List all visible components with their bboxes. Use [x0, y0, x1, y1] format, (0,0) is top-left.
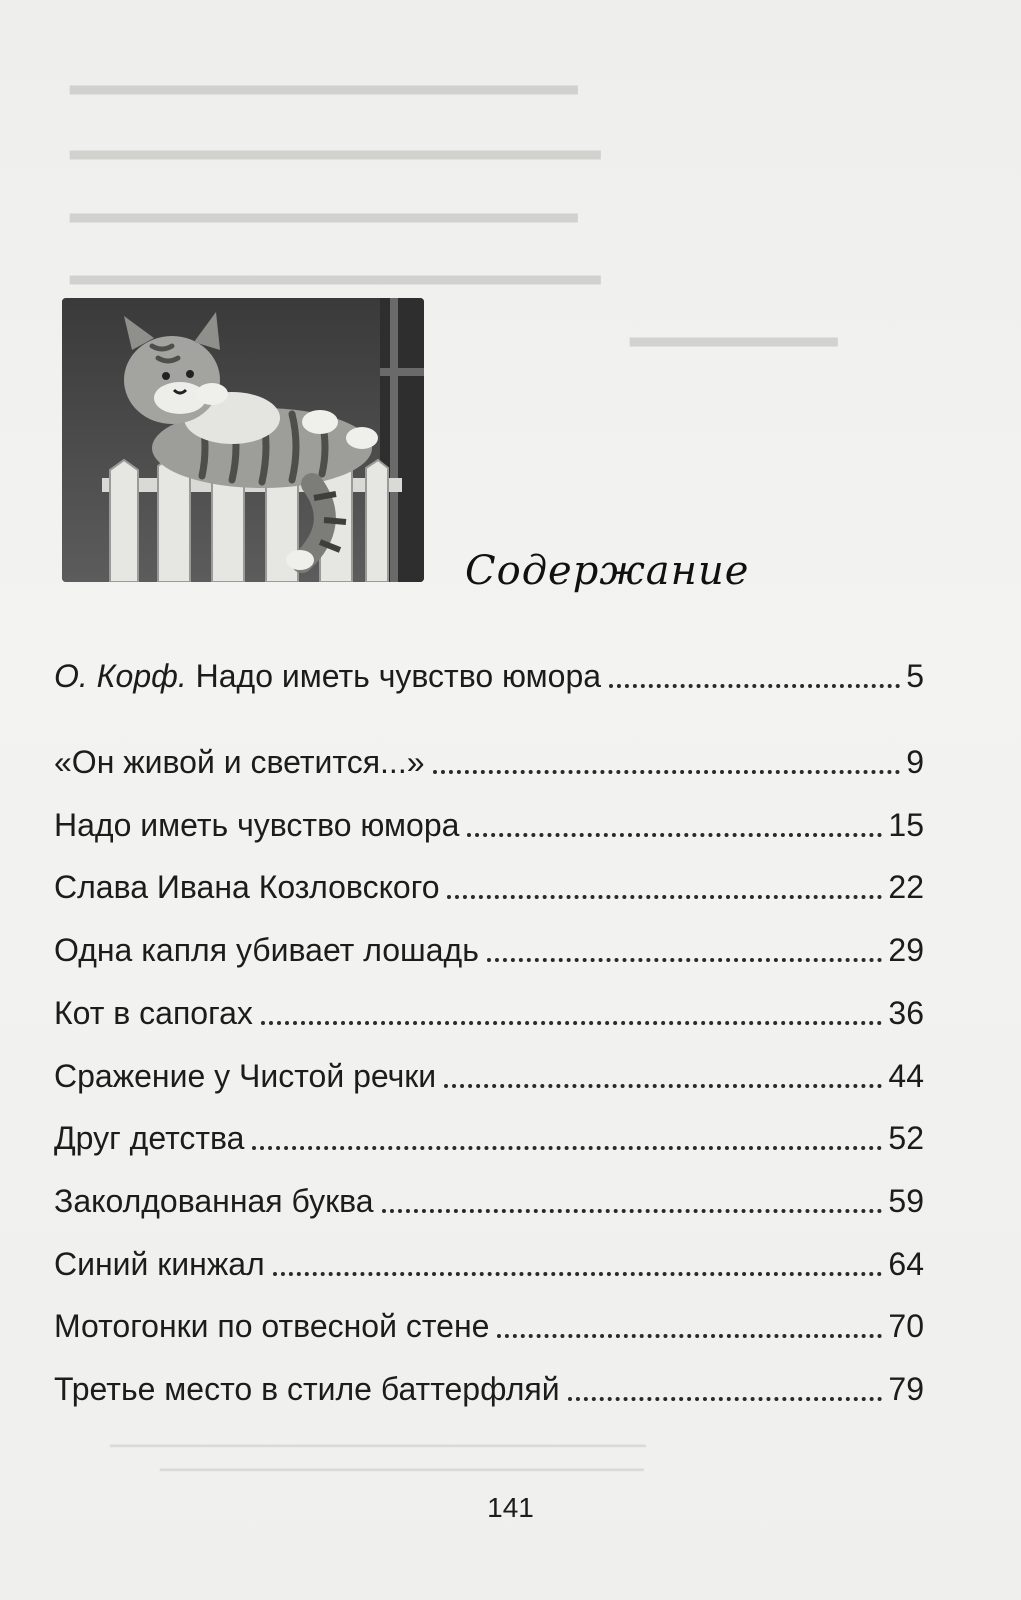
- toc-entry: [54, 1304, 924, 1348]
- toc-entry-title-text: Мотогонки по отвесной стене: [54, 1308, 490, 1344]
- toc-entry-title-text: «Он живой и светится...»: [54, 744, 425, 780]
- bleed-through-line: ▂▂▂▂▂▂▂▂▂: [630, 313, 838, 346]
- toc-entry: [54, 1242, 924, 1286]
- toc-entry: [54, 1179, 924, 1223]
- toc-entry: [54, 991, 924, 1035]
- toc-entry-title: [54, 1242, 265, 1286]
- cat-on-fence-illustration: [62, 298, 424, 582]
- bleed-through-line: ▂▂▂▂▂▂▂▂▂▂▂▂▂▂▂▂▂▂▂▂▂▂: [70, 61, 578, 94]
- bleed-through-line: ▁▁▁▁▁▁▁▁▁▁▁▁▁▁▁▁▁▁▁▁▁▁▁▁▁▁▁▁▁▁▁▁▁▁▁▁▁: [160, 1452, 644, 1471]
- toc-entry-leader-dots: [444, 1084, 882, 1088]
- toc-entry: [54, 803, 924, 847]
- toc-entry-page: 22: [888, 869, 924, 905]
- bleed-through-line: ▂▂▂▂▂▂▂▂▂▂▂▂▂▂▂▂▂▂▂▂▂▂▂: [70, 126, 601, 159]
- toc-entry-leader-dots: [252, 1146, 882, 1150]
- toc-entry-title: [54, 991, 253, 1035]
- toc-entry-author: О. Корф.: [54, 658, 187, 694]
- toc-entry-title: [54, 1304, 489, 1348]
- bleed-through-line: ▂▂▂▂▂▂▂▂▂▂▂▂▂▂▂▂▂▂▂▂▂▂: [70, 189, 578, 222]
- toc-entry-page: 64: [888, 1246, 924, 1282]
- toc-entry-title: [54, 1116, 244, 1160]
- toc-entry-leader-dots: [467, 833, 882, 837]
- toc-entry-leader-dots: [609, 684, 900, 688]
- toc-entry-page: 79: [888, 1371, 924, 1407]
- toc-entry-title-text: Заколдованная буква: [54, 1183, 374, 1219]
- toc-entry-page: 9: [906, 744, 924, 780]
- toc-entry-title: [54, 654, 601, 698]
- toc-entry-title: [54, 928, 479, 972]
- toc-entry-title: [54, 803, 459, 847]
- toc-entry-title: [54, 865, 439, 909]
- toc-entry-leader-dots: [273, 1272, 883, 1276]
- toc-entry: [54, 740, 924, 784]
- toc-entry-title-text: Надо иметь чувство юмора: [195, 658, 602, 694]
- toc-entry-leader-dots: [568, 1397, 883, 1401]
- toc-entry-page: 52: [888, 1120, 924, 1156]
- toc-entry-page: 70: [888, 1308, 924, 1344]
- toc-entry-title-text: Слава Ивана Козловского: [54, 869, 440, 905]
- toc-entry-leader-dots: [433, 770, 901, 774]
- toc-entry-title: [54, 1179, 374, 1223]
- toc-entry-page: 15: [888, 807, 924, 843]
- contents-heading: Содержание: [465, 548, 750, 594]
- toc-entry: [54, 1116, 924, 1160]
- page-number: 141: [487, 1492, 534, 1523]
- toc-entry-leader-dots: [382, 1209, 883, 1213]
- toc-entry: [54, 928, 924, 972]
- toc-entry-page: 36: [888, 995, 924, 1031]
- toc-entry-title: [54, 1054, 436, 1098]
- toc-entry-title-text: Надо иметь чувство юмора: [54, 807, 460, 843]
- toc-entry-page: 5: [906, 658, 924, 694]
- toc-entry: [54, 654, 924, 698]
- toc-entry: [54, 1054, 924, 1098]
- toc-entry: [54, 865, 924, 909]
- toc-entry-title-text: Кот в сапогах: [54, 995, 253, 1031]
- toc-entry-title-text: Сражение у Чистой речки: [54, 1058, 437, 1094]
- toc-entry-title: [54, 740, 425, 784]
- toc-entry-page: 59: [888, 1183, 924, 1219]
- toc-entry-leader-dots: [261, 1021, 883, 1025]
- toc-entry-title-text: Синий кинжал: [54, 1246, 265, 1282]
- toc-entry-title-text: Одна капля убивает лошадь: [54, 932, 479, 968]
- toc-entry-title-text: Друг детства: [54, 1120, 245, 1156]
- bleed-through-line: ▂▂▂▂▂▂▂▂▂▂▂▂▂▂▂▂▂▂▂▂▂▂▂: [70, 251, 601, 284]
- toc-entry-leader-dots: [497, 1334, 882, 1338]
- toc-entry-leader-dots: [487, 958, 883, 962]
- toc-entry-page: 29: [888, 932, 924, 968]
- toc-entry-page: 44: [888, 1058, 924, 1094]
- toc-entry-title: [54, 1367, 560, 1411]
- toc-entry-leader-dots: [447, 895, 882, 899]
- toc-entry-title-text: Третье место в стиле баттерфляй: [54, 1371, 560, 1407]
- bleed-through-line: ▁▁▁▁▁▁▁▁▁▁▁▁▁▁▁▁▁▁▁▁▁▁▁▁▁▁▁▁▁▁▁▁▁▁▁▁▁▁▁▁▁: [110, 1428, 647, 1447]
- toc-entry: [54, 1367, 924, 1411]
